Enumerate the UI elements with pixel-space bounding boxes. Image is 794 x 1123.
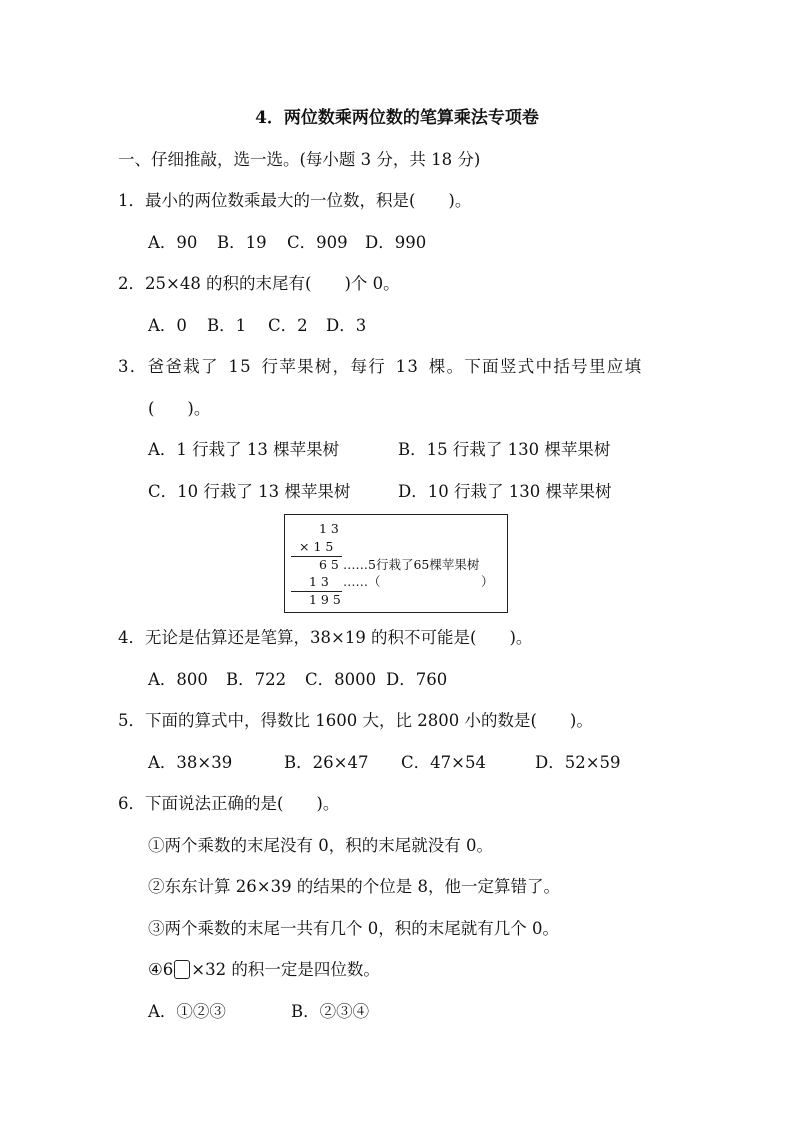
question-3-stem-line-2: ( )。 [148,399,211,418]
question-6-option-b[interactable]: B．②③④ [291,1002,370,1021]
question-4-option-b[interactable]: B．722 [226,670,287,689]
statement-4-suffix: ×32 的积一定是四位数。 [191,960,380,979]
question-3-stem-line-1: 3．爸爸栽了 15 行苹果树，每行 13 棵。下面竖式中括号里应填 [118,357,643,376]
blank-digit-box [174,960,190,979]
question-6-statement-2: ②东东计算 26×39 的结果的个位是 8，他一定算错了。 [148,877,561,896]
question-1-option-d[interactable]: D．990 [365,233,427,252]
question-2-option-d[interactable]: D．3 [326,316,367,335]
question-3-option-c[interactable]: C．10 行栽了 13 棵苹果树 [148,482,351,501]
calc-product: 1 9 5 [309,592,341,607]
calc-note-2-close: ） [481,574,494,589]
question-3-option-d[interactable]: D．10 行栽了 130 棵苹果树 [398,482,612,501]
question-5-option-d[interactable]: D．52×59 [535,753,621,772]
question-3-option-b[interactable]: B．15 行栽了 130 棵苹果树 [398,440,611,459]
calc-note-2-open: ……（ [343,574,381,589]
question-4-option-d[interactable]: D．760 [386,670,448,689]
calc-multiplier: × 1 5 [299,539,334,554]
question-1-option-b[interactable]: B．19 [217,233,267,252]
question-2-stem: 2．25×48 的积的末尾有( )个 0。 [118,274,400,293]
calc-multiplicand: 1 3 [319,521,339,536]
page-title: 4．两位数乘两位数的笔算乘法专项卷 [255,108,539,128]
question-4-stem: 4．无论是估算还是笔算，38×19 的积不可能是( )。 [118,628,533,647]
question-6-option-a[interactable]: A．①②③ [148,1002,226,1021]
question-2-option-a[interactable]: A．0 [148,316,187,335]
question-2-option-c[interactable]: C．2 [268,316,308,335]
question-1-stem: 1．最小的两位数乘最大的一位数，积是( )。 [118,191,472,210]
question-5-option-c[interactable]: C．47×54 [401,753,486,772]
question-4-option-c[interactable]: C．8000 [305,670,377,689]
question-2-option-b[interactable]: B．1 [207,316,247,335]
vertical-calculation-box [284,514,508,613]
calc-note-1: ……5行栽了65棵苹果树 [343,557,480,572]
question-5-option-b[interactable]: B．26×47 [284,753,369,772]
question-1-option-a[interactable]: A．90 [148,233,198,252]
question-6-statement-1: ①两个乘数的末尾没有 0，积的末尾就没有 0。 [148,836,493,855]
question-5-option-a[interactable]: A．38×39 [148,753,233,772]
question-6-statement-4 [148,960,380,980]
section-heading: 一、仔细推敲，选一选。(每小题 3 分，共 18 分) [118,150,481,169]
question-5-stem: 5．下面的算式中，得数比 1600 大，比 2800 小的数是( )。 [118,711,593,730]
statement-4-prefix: ④6 [148,960,174,979]
question-1-option-c[interactable]: C．909 [287,233,348,252]
question-6-stem: 6．下面说法正确的是( )。 [118,794,340,813]
calc-partial-product-1: 6 5 [319,557,339,572]
question-6-statement-3: ③两个乘数的末尾一共有几个 0，积的末尾就有几个 0。 [148,919,559,938]
question-4-option-a[interactable]: A．800 [148,670,208,689]
calc-partial-product-2: 1 3 [309,574,329,589]
question-3-option-a[interactable]: A．1 行栽了 13 棵苹果树 [148,440,340,459]
